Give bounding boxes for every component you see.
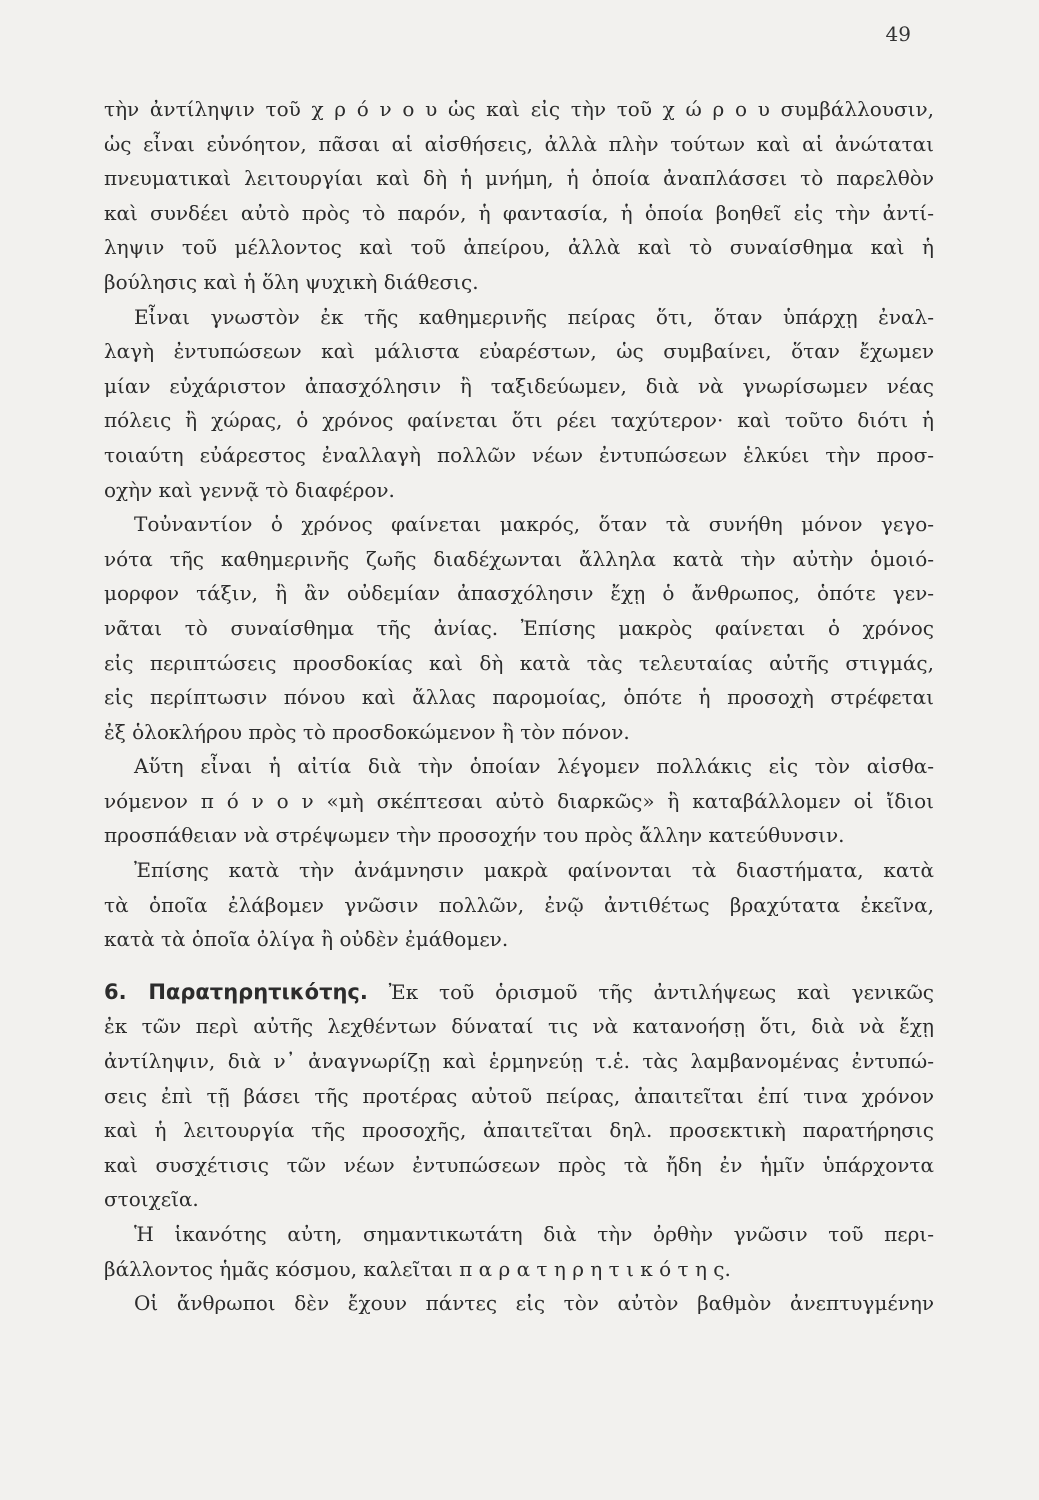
text-line: νότα τῆς καθημερινῆς ζωῆς διαδέχωνται ἄλληλα κατὰ τὴν αὐτὴν ὁμοιό-	[104, 546, 934, 571]
text-line: οχὴν καὶ γεννᾷ τὸ διαφέρον.	[104, 477, 395, 502]
paragraph	[104, 853, 934, 957]
text-line: ἐξ ὁλοκλήρου πρὸς τὸ προσδοκώμενον ἢ τὸν πόνον.	[104, 719, 630, 744]
text-line: ὡς εἶναι εὐνόητον, πᾶσαι αἱ αἰσθήσεις, ἀλλὰ πλὴν τούτων καὶ αἱ ἀνώταται	[104, 131, 934, 156]
paragraph	[104, 1286, 934, 1321]
text-line: Ἐπίσης κατὰ τὴν ἀνάμνησιν μακρὰ φαίνονται τὰ διαστήματα, κατὰ	[134, 858, 934, 883]
text-line: λαγὴ ἐντυπώσεων καὶ μάλιστα εὐαρέστων, ὡς συμβαίνει, ὅταν ἔχωμεν	[104, 339, 934, 364]
paragraph	[104, 749, 934, 853]
section-heading: 6. Παρατηρητικότης.	[104, 979, 368, 1004]
text-line: Οἱ ἄνθρωποι δὲν ἔχουν πάντες εἰς τὸν αὐτὸν βαθμὸν ἀνεπτυγμένην	[134, 1291, 934, 1316]
text-line: βούλησις καὶ ἡ ὅλη ψυχικὴ διάθεσις.	[104, 269, 479, 294]
text-line: πνευματικαὶ λειτουργίαι καὶ δὴ ἡ μνήμη, ἡ ὁποία ἀναπλάσσει τὸ παρελθὸν	[104, 166, 934, 191]
text-line: βάλλοντος ἡμᾶς κόσμου, καλεῖται π α ρ α τ η ρ η τ ι κ ό τ η ς.	[104, 1256, 731, 1281]
paragraph	[104, 92, 934, 300]
paragraph	[104, 300, 934, 508]
text-line: μίαν εὐχάριστον ἀπασχόλησιν ἢ ταξιδεύωμεν, διὰ νὰ γνωρίσωμεν νέας	[104, 373, 934, 398]
paragraph	[104, 507, 934, 749]
text-line: μορφον τάξιν, ἢ ἂν οὐδεμίαν ἀπασχόλησιν ἔχῃ ὁ ἄνθρωπος, ὁπότε γεν-	[104, 581, 934, 606]
section	[104, 975, 934, 1217]
section-first-line	[104, 975, 934, 1010]
text-line: προσπάθειαν νὰ στρέψωμεν τὴν προσοχήν του πρὸς ἄλλην κατεύθυνσιν.	[104, 823, 845, 848]
text-line: νόμενον π ό ν ο ν «μὴ σκέπτεσαι αὐτὸ διαρκῶς» ἢ καταβάλλομεν οἱ ἴδιοι	[104, 788, 934, 813]
text-line: πόλεις ἢ χώρας, ὁ χρόνος φαίνεται ὅτι ρέει ταχύτερον· καὶ τοῦτο διότι ἡ	[104, 408, 934, 433]
text-line: στοιχεῖα.	[104, 1187, 199, 1212]
paragraph	[104, 1217, 934, 1286]
text-line: κατὰ τὰ ὁποῖα ὀλίγα ἢ οὐδὲν ἐμάθομεν.	[104, 927, 509, 952]
text-line: καὶ συσχέτισις τῶν νέων ἐντυπώσεων πρὸς τὰ ἤδη ἐν ἡμῖν ὑπάρχοντα	[104, 1152, 934, 1177]
text-line: τὴν ἀντίληψιν τοῦ χ ρ ό ν ο υ ὡς καὶ εἰς τὴν τοῦ χ ώ ρ ο υ συμβάλλουσιν,	[104, 97, 934, 121]
text-line: ἀντίληψιν, διὰ ν᾽ ἀναγνωρίζῃ καὶ ἑρμηνεύῃ τ.ἑ. τὰς λαμβανομένας ἐντυπώ-	[104, 1049, 934, 1074]
text-line: Τοὐναντίον ὁ χρόνος φαίνεται μακρός, ὅταν τὰ συνήθη μόνον γεγο-	[134, 512, 934, 537]
text-line: τοιαύτη εὐάρεστος ἐναλλαγὴ πολλῶν νέων ἐντυπώσεων ἑλκύει τὴν προσ-	[104, 442, 934, 467]
page-number: 49	[885, 22, 911, 46]
text-line: νᾶται τὸ συναίσθημα τῆς ἀνίας. Ἐπίσης μακρὸς φαίνεται ὁ χρόνος	[104, 615, 934, 640]
text-line: Ἡ ἱκανότης αὐτη, σημαντικωτάτη διὰ τὴν ὀρθὴν γνῶσιν τοῦ περι-	[134, 1222, 934, 1246]
text-line: εἰς περίπτωσιν πόνου καὶ ἄλλας παρομοίας, ὁπότε ἡ προσοχὴ στρέφεται	[104, 685, 934, 710]
body-text	[104, 92, 934, 1321]
section-first-line-text: Ἐκ τοῦ ὁρισμοῦ τῆς ἀντιλήψεως καὶ γενικῶς	[388, 979, 935, 1004]
text-line: Αὕτη εἶναι ἡ αἰτία διὰ τὴν ὁποίαν λέγομεν πολλάκις εἰς τὸν αἰσθα-	[134, 754, 934, 779]
text-line: Εἶναι γνωστὸν ἐκ τῆς καθημερινῆς πείρας ὅτι, ὅταν ὑπάρχῃ ἐναλ-	[134, 304, 934, 329]
text-line: τὰ ὁποῖα ἐλάβομεν γνῶσιν πολλῶν, ἐνῷ ἀντιθέτως βραχύτατα ἐκεῖνα,	[104, 892, 934, 917]
text-line: καὶ ἡ λειτουργία τῆς προσοχῆς, ἀπαιτεῖται δηλ. προσεκτικὴ παρατήρησις	[104, 1118, 934, 1143]
text-line: καὶ συνδέει αὐτὸ πρὸς τὸ παρόν, ἡ φαντασία, ἡ ὁποία βοηθεῖ εἰς τὴν ἀντί-	[104, 200, 934, 225]
text-line: ληψιν τοῦ μέλλοντος καὶ τοῦ ἀπείρου, ἀλλὰ καὶ τὸ συναίσθημα καὶ ἡ	[104, 235, 934, 260]
text-line: σεις ἐπὶ τῇ βάσει τῆς προτέρας αὐτοῦ πείρας, ἀπαιτεῖται ἐπί τινα χρόνον	[104, 1083, 934, 1108]
text-line: ἐκ τῶν περὶ αὐτῆς λεχθέντων δύναταί τις νὰ κατανοήσῃ ὅτι, διὰ νὰ ἔχῃ	[104, 1014, 934, 1039]
text-line: εἰς περιπτώσεις προσδοκίας καὶ δὴ κατὰ τὰς τελευταίας αὐτῆς στιγμάς,	[104, 650, 934, 675]
